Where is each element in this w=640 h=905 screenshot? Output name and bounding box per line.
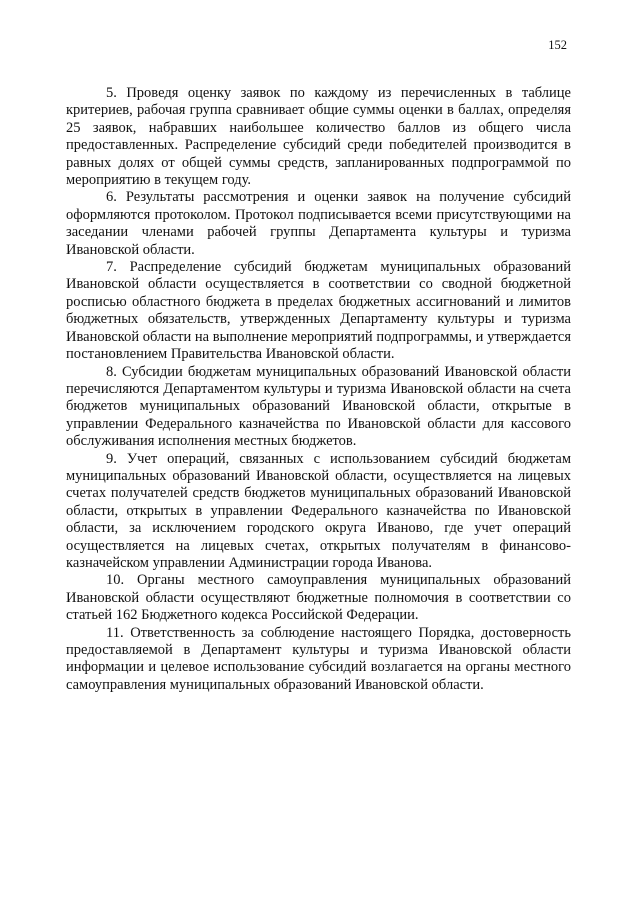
paragraph-7: 7. Распределение субсидий бюджетам муниципальных образований Ивановской области осуществляется в соответствии со сводной бюджетной росписью областного бюджета в пределах бюджетных ассигнований и лимитов бюджетных обязательств, утвержденных Департаменту культуры и туризма Ивановской области на выполнение мероприятий подпрограммы, и утверждается постановлением Правительства Ивановской области.	[66, 259, 571, 363]
paragraph-9: 9. Учет операций, связанных с использованием субсидий бюджетам муниципальных образований Ивановской области, осуществляется на лицевых счетах получателей средств бюджетов муниципальных образований Ивановской области, открытых в управлении Федерального казначейства по Ивановской области, за исключением городского округа Иваново, где учет операций осуществляется на лицевых счетах, открытых получателям в финансово-казначейском управлении Администрации города Иванова.	[66, 450, 571, 571]
paragraph-11: 11. Ответственность за соблюдение настоящего Порядка, достоверность предоставляемой в Департамент культуры и туризма Ивановской области информации и целевое использование субсидий возлагается на органы местного самоуправления муниципальных образований Ивановской области.	[66, 624, 571, 693]
document-body	[66, 85, 571, 694]
paragraph-6: 6. Результаты рассмотрения и оценки заявок на получение субсидий оформляются протоколом. Протокол подписывается всеми присутствующими на заседании членами рабочей группы Департамента культуры и туризма Ивановской области.	[66, 189, 571, 258]
paragraph-10: 10. Органы местного самоуправления муниципальных образований Ивановской области осуществляют бюджетные полномочия в соответствии со статьей 162 Бюджетного кодекса Российской Федерации.	[66, 572, 571, 624]
paragraph-5: 5. Проведя оценку заявок по каждому из перечисленных в таблице критериев, рабочая группа сравнивает общие суммы оценки в баллах, определяя 25 заявок, набравших наибольшее количество баллов из общего числа предоставленных. Распределение субсидий среди победителей производится в равных долях от общей суммы средств, запланированных подпрограммой по мероприятию в текущем году.	[66, 85, 571, 189]
paragraph-8: 8. Субсидии бюджетам муниципальных образований Ивановской области перечисляются Департаментом культуры и туризма Ивановской области на счета бюджетов муниципальных образований Ивановской области, открытые в управлении Федерального казначейства по Ивановской области для кассового обслуживания исполнения местных бюджетов.	[66, 363, 571, 450]
page-number: 152	[548, 38, 567, 52]
